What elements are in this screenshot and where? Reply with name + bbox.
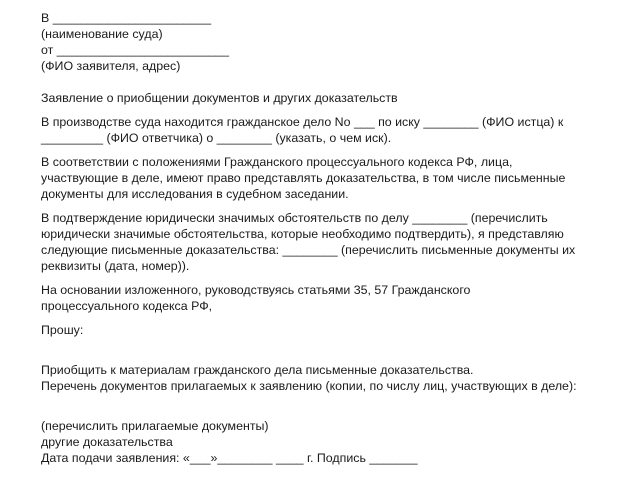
signature-line: Дата подачи заявления: «___»________ ____ г. Подпись _______ bbox=[41, 451, 418, 465]
case-paragraph-line: _________ (ФИО ответчика) о ________ (указать, о чем иск). bbox=[41, 131, 392, 145]
evidence-paragraph-line: следующие письменные доказательства: ________ (перечислить письменные документы их bbox=[41, 243, 576, 257]
other-evidence: другие доказательства bbox=[41, 435, 173, 449]
evidence-paragraph-line: реквизиты (дата, номер)). bbox=[41, 259, 190, 273]
evidence-paragraph-line: В подтверждение юридически значимых обстоятельств по делу ________ (перечислить bbox=[41, 211, 548, 225]
document-title: Заявление о приобщении документов и других доказательств bbox=[41, 91, 398, 105]
from-line: от _________________________ bbox=[41, 43, 230, 57]
law-paragraph-line: документы для исследования в судебном заседании. bbox=[41, 187, 349, 201]
law-paragraph-line: В соответствии с положениями Гражданского процессуального кодекса РФ, лица, bbox=[41, 155, 513, 169]
applicant-hint: (ФИО заявителя, адрес) bbox=[41, 59, 181, 73]
request-item: Перечень документов прилагаемых к заявлению (копии, по числу лиц, участвующих в деле): bbox=[41, 379, 577, 393]
request-item: Приобщить к материалам гражданского дела письменные доказательства. bbox=[41, 363, 474, 377]
request-heading: Прошу: bbox=[41, 323, 84, 337]
court-name-hint: (наименование суда) bbox=[41, 27, 163, 41]
law-paragraph-line: участвующие в деле, имеют право представлять доказательства, в том числе письменные bbox=[41, 171, 566, 185]
attachments-hint: (перечислить прилагаемые документы) bbox=[41, 419, 269, 433]
basis-paragraph-line: процессуального кодекса РФ, bbox=[41, 299, 213, 313]
basis-paragraph-line: На основании изложенного, руководствуясь статьями 35, 57 Гражданского bbox=[41, 283, 471, 297]
evidence-paragraph-line: юридически значимые обстоятельства, которые необходимо подтвердить), я представляю bbox=[41, 227, 564, 241]
case-paragraph-line: В производстве суда находится гражданское дело No ___ по иску ________ (ФИО истца) к bbox=[41, 115, 564, 129]
to-court-line: В _______________________ bbox=[41, 11, 212, 25]
